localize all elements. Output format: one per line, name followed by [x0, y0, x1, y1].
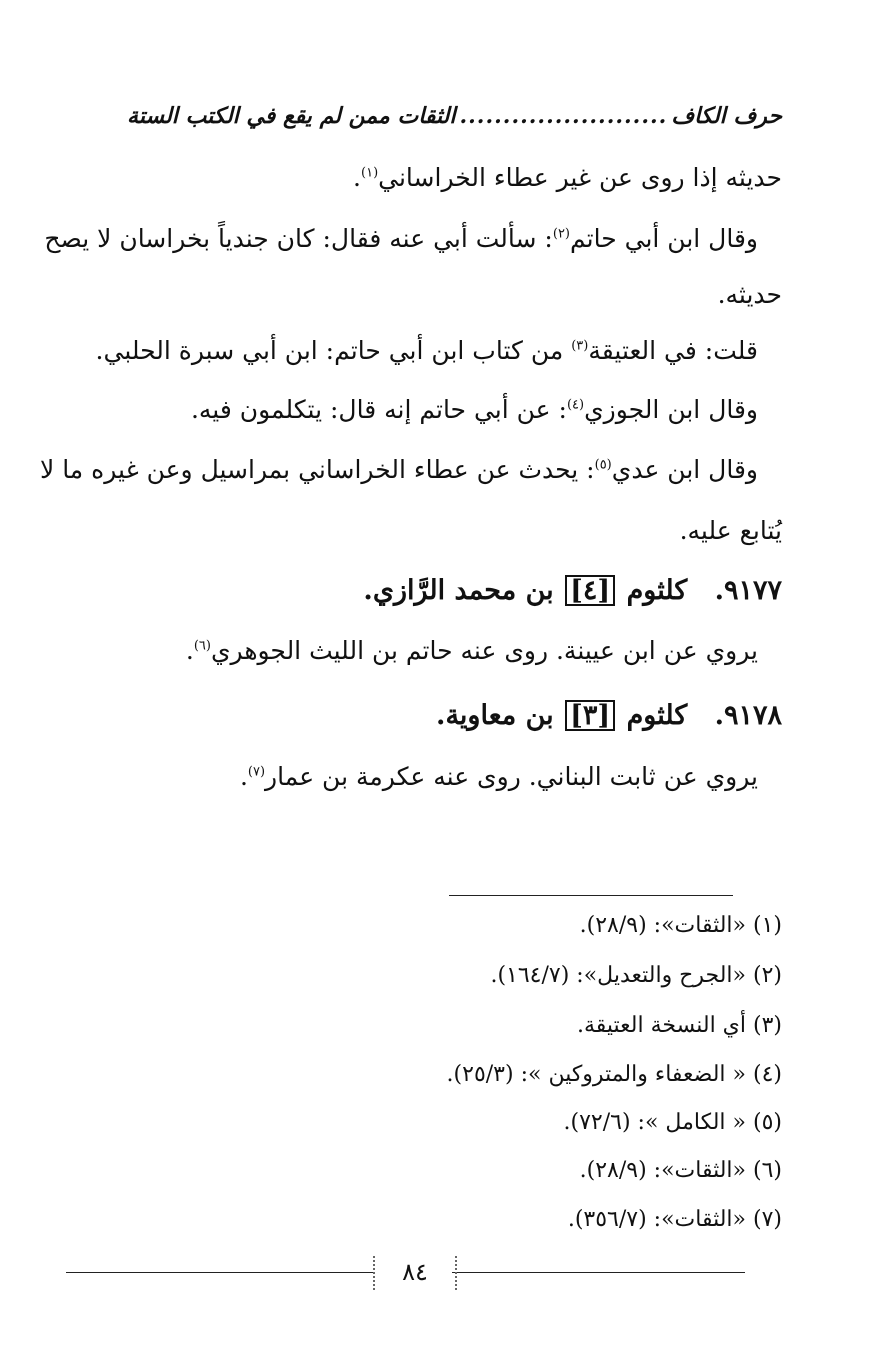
footnote: (٧) «الثقات»: (٣٥٦/٧). — [567, 1207, 782, 1232]
entry-number: ٩١٧٧. — [714, 575, 782, 606]
footnote: (٦) «الثقات»: (٢٨/٩). — [579, 1158, 782, 1183]
body-line: وقال ابن أبي حاتم$^{(٢)}$: سألت أبي عنه فقال: كان جندياً بخراسان لا يصح — [44, 224, 758, 253]
entry-heading — [363, 575, 782, 606]
footnote: (٤) « الضعفاء والمتروكين »: (٢٥/٣). — [446, 1062, 782, 1087]
footnote-ref: (٦) — [193, 638, 211, 654]
body-line: حديثه إذا روى عن غير عطاء الخراساني$^{(١)}$. — [353, 163, 782, 192]
footnote-ref: (٤) — [566, 397, 585, 413]
footnote-ref: (٢) — [552, 226, 570, 242]
entry-name-rest: بن معاوية. — [436, 700, 554, 731]
footnote-ref: (٥) — [594, 457, 612, 473]
footnote-ref: (٣) — [571, 338, 589, 354]
entry-code: [٤] — [565, 575, 615, 606]
bottom-rule — [66, 1272, 373, 1273]
entry-heading — [436, 700, 782, 731]
body-line: وقال ابن عدي$^{(٥)}$: يحدث عن عطاء الخراساني بمراسيل وعن غيره ما لا — [39, 455, 758, 484]
body-line: قلت: في العتيقة$^{(٣)}$ من كتاب ابن أبي حاتم: ابن أبي سبرة الحلبي. — [95, 336, 758, 365]
footnote: (٥) « الكامل »: (٧٢/٦). — [563, 1110, 782, 1135]
footnote-ref: (٧) — [247, 764, 266, 780]
running-head — [102, 103, 782, 129]
page-number: ٨٤ — [373, 1256, 457, 1290]
entry-text: يروي عن ابن عيينة. روى عنه حاتم بن الليث الجوهري$^{(٦)}$. — [185, 636, 758, 665]
body-line: وقال ابن الجوزي$^{(٤)}$: عن أبي حاتم إنه قال: يتكلمون فيه. — [190, 395, 758, 424]
footnote: (٢) «الجرح والتعديل»: (١٦٤/٧). — [490, 963, 782, 988]
footnote: (٣) أي النسخة العتيقة. — [576, 1013, 782, 1038]
section-title: حرف الكاف — [671, 103, 782, 129]
body-line: حديثه. — [717, 280, 782, 309]
entry-name: كلثوم — [626, 700, 688, 731]
footnote-separator — [449, 895, 733, 896]
entry-number: ٩١٧٨. — [714, 700, 782, 731]
bottom-rule — [452, 1272, 745, 1273]
entry-name-rest: بن محمد الرَّازي. — [363, 575, 554, 606]
leader-dots: ........................ — [459, 103, 668, 129]
entry-code: [٣] — [565, 700, 615, 731]
body-line: يُتابع عليه. — [679, 516, 782, 545]
entry-text: يروي عن ثابت البناني. روى عنه عكرمة بن عمار$^{(٧)}$. — [239, 762, 758, 791]
footnote-ref: (١) — [361, 165, 379, 181]
footnote: (١) «الثقات»: (٢٨/٩). — [579, 913, 782, 938]
book-title: الثقات ممن لم يقع في الكتب الستة — [127, 103, 456, 129]
entry-name: كلثوم — [626, 575, 688, 606]
